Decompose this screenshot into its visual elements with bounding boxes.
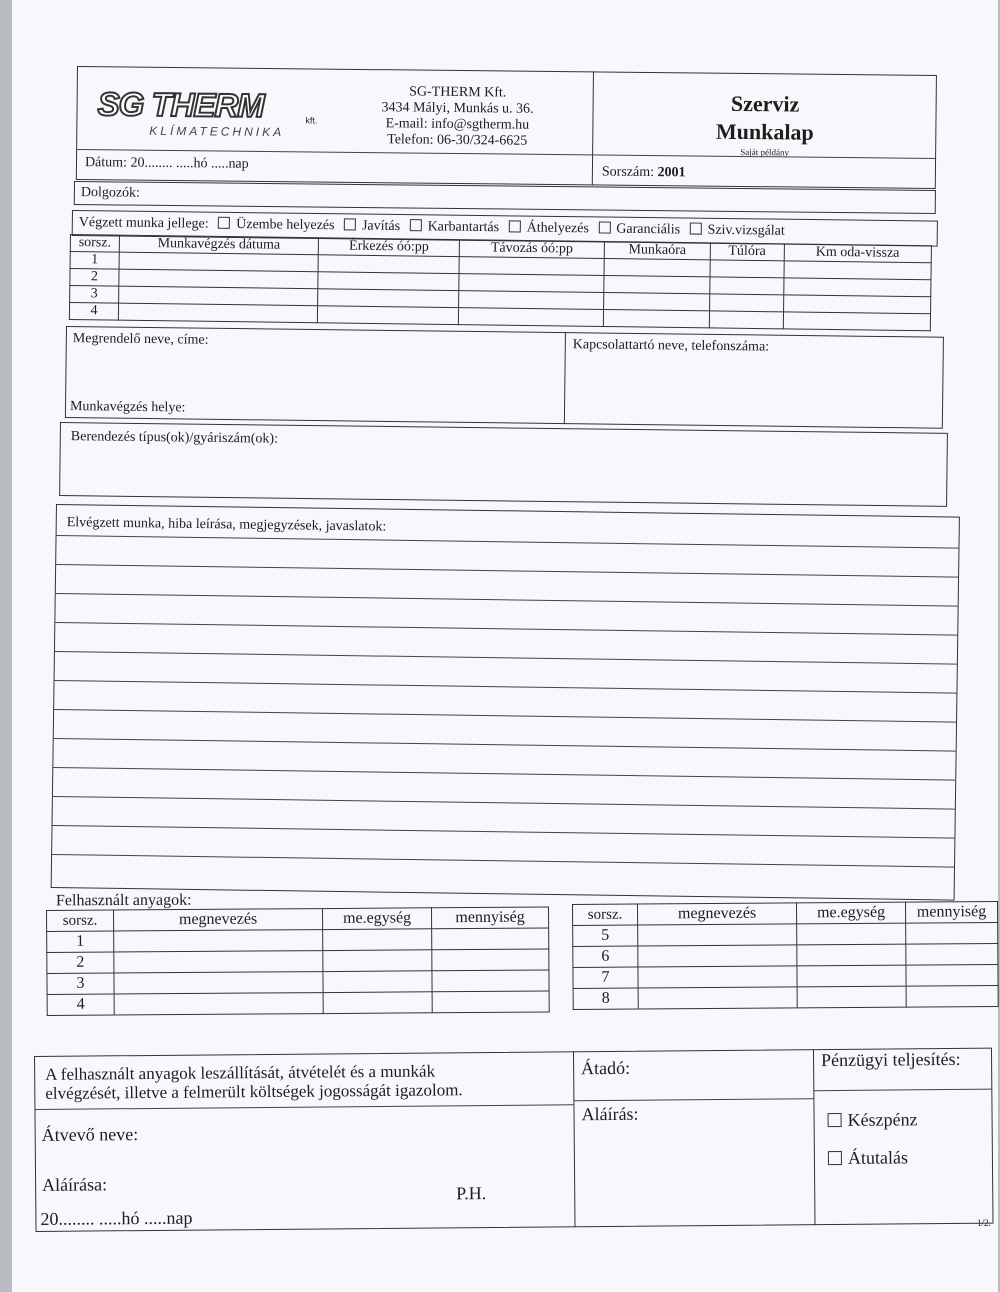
materials-header [573, 902, 998, 926]
cell[interactable] [783, 312, 931, 331]
col-sorsz: sorsz. [70, 235, 119, 253]
row-number: 2 [47, 952, 114, 973]
cell[interactable] [638, 945, 797, 967]
table-row [573, 944, 998, 968]
col-name: megnevezés [638, 903, 797, 925]
col-sorsz: sorsz. [47, 910, 114, 931]
payment-cash-option[interactable] [822, 1109, 918, 1131]
company-phone: Telefon: 06-30/324-6625 [387, 132, 528, 149]
serial-label: Sorszám: [601, 164, 655, 181]
customer-name-label[interactable]: Megrendelő neve, címe: [72, 331, 209, 348]
page-number: 1/2. [977, 1218, 991, 1228]
option-leak-test: Sziv.vizsgálat [707, 222, 785, 239]
cash-checkbox[interactable] [828, 1113, 842, 1127]
footer-divider [35, 1104, 573, 1110]
cell[interactable] [323, 971, 432, 993]
certify-line-1: A felhasznált anyagok leszállítását, átvételét és a munkák [45, 1061, 436, 1084]
option-repair: Javítás [361, 218, 401, 235]
writing-line [56, 593, 958, 607]
cell[interactable] [459, 291, 604, 310]
writing-line [55, 680, 957, 694]
writing-line [53, 796, 955, 810]
logo-kft: kft. [305, 115, 318, 126]
cell[interactable] [318, 255, 459, 274]
work-type-label: Végzett munka jellege: [78, 215, 209, 232]
receiver-name-label[interactable]: Átvevő neve: [41, 1124, 139, 1145]
col-km: Km oda-vissza [784, 244, 932, 263]
writing-line [57, 535, 959, 549]
table-row [573, 965, 998, 989]
footer-col-divider-2 [813, 1049, 816, 1225]
footer-box [34, 1048, 993, 1232]
serial-number [602, 165, 686, 182]
cell[interactable] [318, 272, 459, 291]
checkbox-leak-test[interactable] [690, 223, 702, 235]
writing-line [53, 825, 955, 839]
col-departure: Távozás óó:pp [459, 240, 604, 259]
row-number: 8 [573, 988, 638, 1009]
cell[interactable] [114, 930, 323, 952]
workers-label[interactable]: Dolgozók: [80, 185, 141, 201]
title-line-1: Szerviz [730, 90, 800, 117]
handover-label[interactable]: Átadó: [581, 1057, 631, 1079]
col-name: megnevezés [114, 909, 323, 931]
cell[interactable] [459, 308, 604, 327]
cell[interactable] [709, 311, 783, 329]
checkbox-maintenance[interactable] [410, 219, 422, 231]
row-number: 4 [69, 303, 118, 321]
table-row [573, 923, 998, 947]
customer-box [65, 326, 944, 429]
option-relocation: Áthelyezés [526, 220, 589, 237]
company-logo [97, 85, 338, 146]
stamp-label: P.H. [456, 1183, 487, 1204]
signature-label[interactable]: Aláírás: [581, 1103, 639, 1125]
cell[interactable] [323, 950, 432, 972]
col-arrival: Érkezés óó:pp [318, 238, 459, 257]
cash-label: Készpénz [847, 1109, 918, 1130]
payment-label: Pénzügyi teljesítés: [820, 1048, 961, 1071]
checkbox-warranty[interactable] [598, 221, 610, 233]
option-commissioning: Üzembe helyezés [236, 217, 335, 234]
contact-label[interactable]: Kapcsolattartó neve, telefonszáma: [572, 337, 770, 355]
cell[interactable] [459, 274, 604, 293]
company-name: SG-THERM Kft. [409, 84, 507, 101]
date-field[interactable]: Dátum: 20........ .....hó .....nap [84, 155, 249, 172]
transfer-checkbox[interactable] [828, 1151, 842, 1165]
col-sorsz: sorsz. [573, 904, 638, 925]
footer-divider-mid [573, 1098, 813, 1101]
writing-line [56, 564, 958, 578]
cell[interactable] [638, 966, 797, 988]
time-table [69, 234, 932, 331]
header-box [76, 66, 937, 189]
title-line-2: Munkalap [715, 118, 814, 145]
cell[interactable] [906, 986, 998, 1008]
customer-divider [564, 332, 566, 424]
transfer-label: Átutalás [847, 1147, 909, 1168]
writing-line [55, 622, 957, 636]
writing-line [54, 709, 956, 723]
cell[interactable] [432, 928, 549, 950]
cell[interactable] [604, 258, 710, 276]
col-overtime: Túlóra [710, 243, 784, 261]
table-row [47, 991, 549, 1016]
checkbox-relocation[interactable] [509, 220, 521, 232]
cell[interactable] [797, 944, 906, 966]
checkbox-commissioning[interactable] [218, 217, 230, 229]
work-description-label: Elvégzett munka, hiba leírása, megjegyzések, javaslatok: [66, 515, 387, 535]
cell[interactable] [783, 278, 931, 297]
cell[interactable] [797, 965, 906, 987]
row-number: 1 [47, 931, 114, 952]
work-description-box[interactable] [51, 504, 960, 901]
certify-text [45, 1061, 463, 1103]
logo-subtitle: KLÍMATECHNIKA [149, 123, 285, 140]
equipment-box [59, 422, 948, 507]
row-number: 3 [47, 973, 114, 994]
equipment-label[interactable]: Berendezés típus(ok)/gyáriszám(ok): [70, 429, 279, 447]
col-work-date: Munkavégzés dátuma [119, 235, 318, 255]
row-number: 6 [573, 946, 638, 967]
materials-title: Felhasznált anyagok: [55, 891, 192, 910]
row-number: 5 [573, 925, 638, 946]
writing-line [53, 767, 955, 781]
company-info [362, 84, 553, 150]
form-title [592, 88, 938, 160]
cell[interactable] [906, 965, 998, 987]
payment-transfer-option[interactable] [822, 1147, 908, 1169]
receiver-signature-label[interactable]: Aláírása: [42, 1174, 108, 1195]
writing-line [52, 854, 954, 868]
logo-wordmark: SG THERM [97, 85, 264, 124]
row-number: 3 [70, 286, 119, 304]
checkbox-repair[interactable] [344, 218, 356, 230]
writing-line [55, 651, 957, 665]
cell[interactable] [710, 277, 784, 295]
cell[interactable] [906, 944, 998, 966]
cell[interactable] [323, 992, 432, 1014]
cell[interactable] [797, 923, 906, 945]
table-row [573, 986, 998, 1010]
cell[interactable] [638, 924, 797, 946]
col-work-hours: Munkaóra [604, 241, 710, 259]
materials-table-right [572, 901, 999, 1010]
payment-divider [813, 1089, 991, 1092]
cell[interactable] [604, 275, 710, 293]
cell[interactable] [432, 949, 549, 971]
serial-value: 2001 [657, 165, 686, 181]
cell[interactable] [318, 289, 459, 308]
copy-label: Saját példány [740, 146, 790, 158]
certify-line-2: elvégzését, illetve a felmerült költségek jogosságát igazolom. [45, 1080, 463, 1103]
paper-sheet [12, 0, 998, 1292]
materials-table-left [46, 906, 550, 1016]
cell[interactable] [709, 294, 783, 312]
cell[interactable] [797, 986, 906, 1008]
cell[interactable] [603, 309, 709, 327]
footer-col-divider-1 [573, 1051, 576, 1227]
row-number: 2 [70, 269, 119, 287]
cell[interactable] [432, 970, 549, 992]
cell[interactable] [459, 257, 604, 276]
cell[interactable] [323, 929, 432, 951]
option-warranty: Garanciális [616, 221, 681, 238]
row-number: 4 [47, 994, 114, 1015]
col-unit: me.egység [322, 908, 431, 930]
work-location-label[interactable]: Munkavégzés helye: [69, 399, 186, 416]
company-address: 3434 Mályi, Munkás u. 36. [381, 100, 534, 117]
cell[interactable] [114, 993, 323, 1015]
row-number: 7 [573, 967, 638, 988]
footer-date[interactable]: 20........ .....hó .....nap [40, 1207, 193, 1229]
cell[interactable] [710, 260, 784, 278]
cell[interactable] [118, 303, 317, 323]
cell[interactable] [638, 987, 797, 1009]
cell[interactable] [114, 951, 323, 973]
cell[interactable] [906, 923, 998, 945]
col-quantity: mennyiség [431, 907, 548, 929]
col-unit: me.egység [796, 902, 905, 924]
cell[interactable] [604, 292, 710, 310]
cell[interactable] [784, 261, 932, 280]
writing-line [54, 738, 956, 752]
company-email: E-mail: info@sgtherm.hu [385, 116, 530, 133]
option-maintenance: Karbantartás [427, 219, 500, 236]
cell[interactable] [114, 972, 323, 994]
row-number: 1 [70, 252, 119, 270]
col-quantity: mennyiség [905, 902, 997, 924]
cell[interactable] [783, 295, 931, 314]
cell[interactable] [432, 991, 549, 1013]
cell[interactable] [317, 306, 458, 325]
